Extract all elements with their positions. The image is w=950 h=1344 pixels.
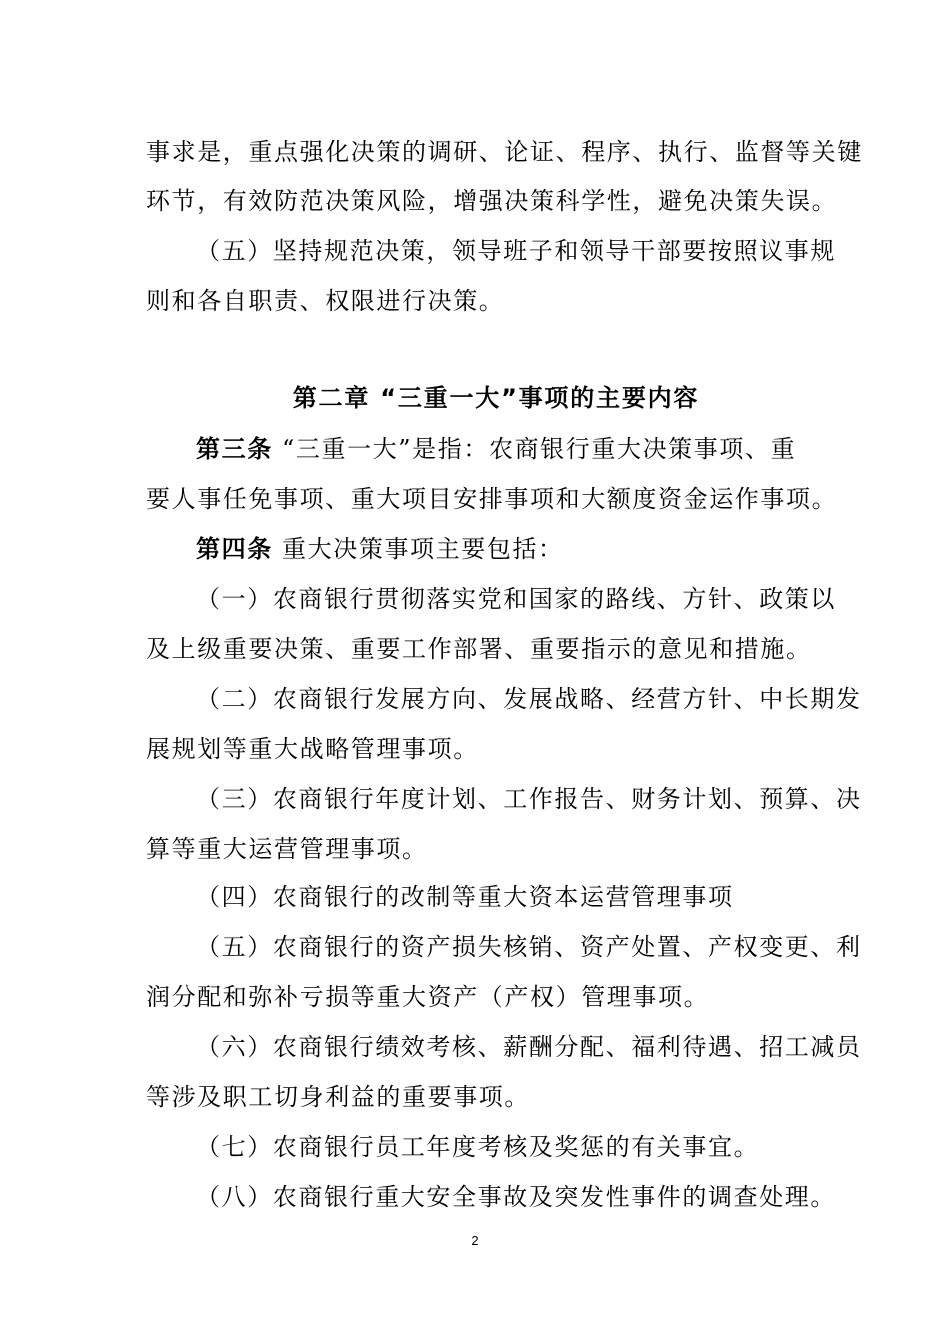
list-item-line: 及上级重要决策、重要工作部署、重要指示的意见和措施。 xyxy=(146,635,812,663)
article-4-text: 重大决策事项主要包括： xyxy=(272,535,564,563)
article-3-text: “三重一大”是指：农商银行重大决策事项、重 xyxy=(272,435,797,463)
article-3-line xyxy=(196,433,796,465)
list-item-line: 等涉及职工切身利益的重要事项。 xyxy=(146,1083,530,1111)
body-text-line: 环节，有效防范决策风险，增强决策科学性，避免决策失误。 xyxy=(146,187,838,215)
list-item-line: （一）农商银行贯彻落实党和国家的路线、方针、政策以 xyxy=(196,585,836,613)
list-item-line: （二）农商银行发展方向、发展战略、经营方针、中长期发 xyxy=(196,685,862,713)
list-item-line: （三）农商银行年度计划、工作报告、财务计划、预算、决 xyxy=(196,785,862,813)
body-text-line: 事求是，重点强化决策的调研、论证、程序、执行、监督等关键 xyxy=(146,138,863,166)
list-item-line: 润分配和弥补亏损等重大资产（产权）管理事项。 xyxy=(146,983,710,1011)
chapter-title: 第二章 “三重一大”事项的主要内容 xyxy=(292,384,700,412)
article-3-label: 第三条 xyxy=(196,435,273,463)
article-4-line xyxy=(196,533,564,565)
list-item-line: （七）农商银行员工年度考核及奖惩的有关事宜。 xyxy=(196,1133,760,1161)
body-text-line: 则和各自职责、权限进行决策。 xyxy=(146,287,505,315)
list-item-line: （五）农商银行的资产损失核销、资产处置、产权变更、利 xyxy=(196,933,862,961)
page-number: 2 xyxy=(471,1233,479,1248)
list-item-line: （六）农商银行绩效考核、薪酬分配、福利待遇、招工减员 xyxy=(196,1033,862,1061)
article-4-label: 第四条 xyxy=(196,535,273,563)
list-item-line: （四）农商银行的改制等重大资本运营管理事项 xyxy=(196,883,734,911)
list-item-line: 算等重大运营管理事项。 xyxy=(146,835,428,863)
body-text-line: （五）坚持规范决策，领导班子和领导干部要按照议事规 xyxy=(196,237,836,265)
list-item-line: （八）农商银行重大安全事故及突发性事件的调查处理。 xyxy=(196,1183,836,1211)
list-item-line: 展规划等重大战略管理事项。 xyxy=(146,735,479,763)
article-3-line: 要人事任免事项、重大项目安排事项和大额度资金运作事项。 xyxy=(146,485,838,513)
